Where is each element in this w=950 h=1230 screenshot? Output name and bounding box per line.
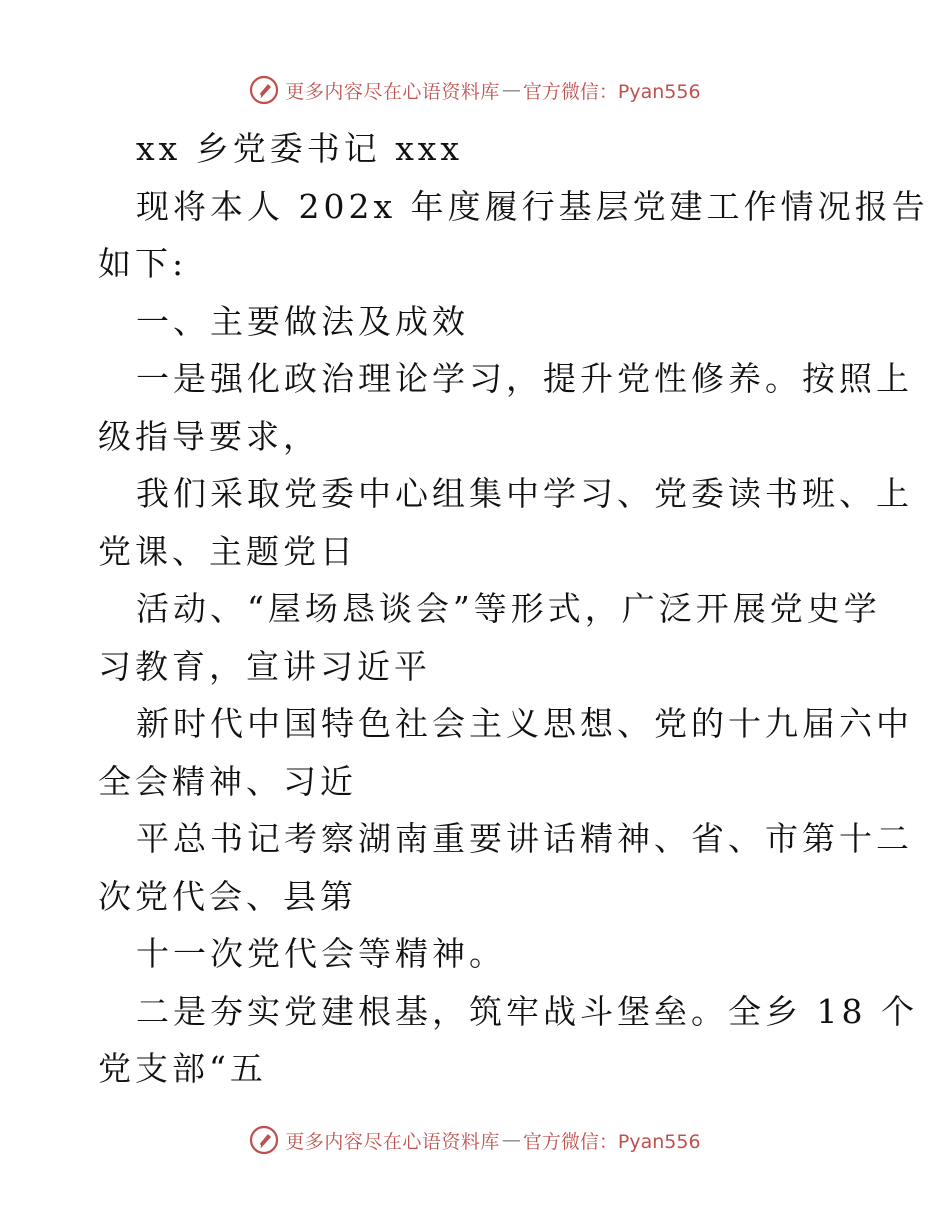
text-line: 如下: (98, 244, 188, 283)
watermark-separator: — (501, 79, 521, 101)
text-line: 党课、主题党日 (98, 531, 357, 571)
footer-watermark (0, 1120, 950, 1160)
header-watermark (0, 70, 950, 110)
text-line: 次党代会、县第 (98, 876, 357, 916)
text-line: 现将本人 202x 年度履行基层党建工作情况报告 (136, 186, 929, 226)
text-line: 我们采取党委中心组集中学习、党委读书班、上 (136, 474, 913, 513)
text-line: xx 乡党委书记 xxx (136, 129, 464, 168)
text-line: 新时代中国特色社会主义思想、党的十九届六中 (136, 704, 913, 743)
text-line: 习教育，宣讲习近平 (98, 646, 431, 686)
text-line: 一是强化政治理论学习，提升党性修养。按照上 (136, 359, 913, 398)
section-heading: 一、主要做法及成效 (136, 301, 469, 341)
pen-nib-logo-icon (249, 75, 279, 105)
watermark-site-text: 更多内容尽在心语资料库 (285, 80, 500, 103)
watermark-wechat-text: 官方微信：Pyan556 (522, 80, 701, 103)
watermark-site-text: 更多内容尽在心语资料库 (285, 1130, 500, 1153)
watermark-separator: — (501, 1129, 521, 1151)
text-line: 全会精神、习近 (98, 761, 357, 801)
watermark-wechat-text: 官方微信：Pyan556 (522, 1130, 701, 1153)
text-line: 活动、“屋场恳谈会”等形式，广泛开展党史学 (136, 589, 881, 628)
text-line: 平总书记考察湖南重要讲话精神、省、市第十二 (136, 819, 913, 858)
pen-nib-logo-icon (249, 1125, 279, 1155)
document-body (98, 120, 929, 1098)
text-line: 党支部“五 (98, 1049, 267, 1088)
text-line: 二是夯实党建根基，筑牢战斗堡垒。全乡 18 个 (136, 991, 918, 1031)
text-line: 十一次党代会等精神。 (136, 934, 506, 973)
text-line: 级指导要求， (98, 416, 320, 456)
